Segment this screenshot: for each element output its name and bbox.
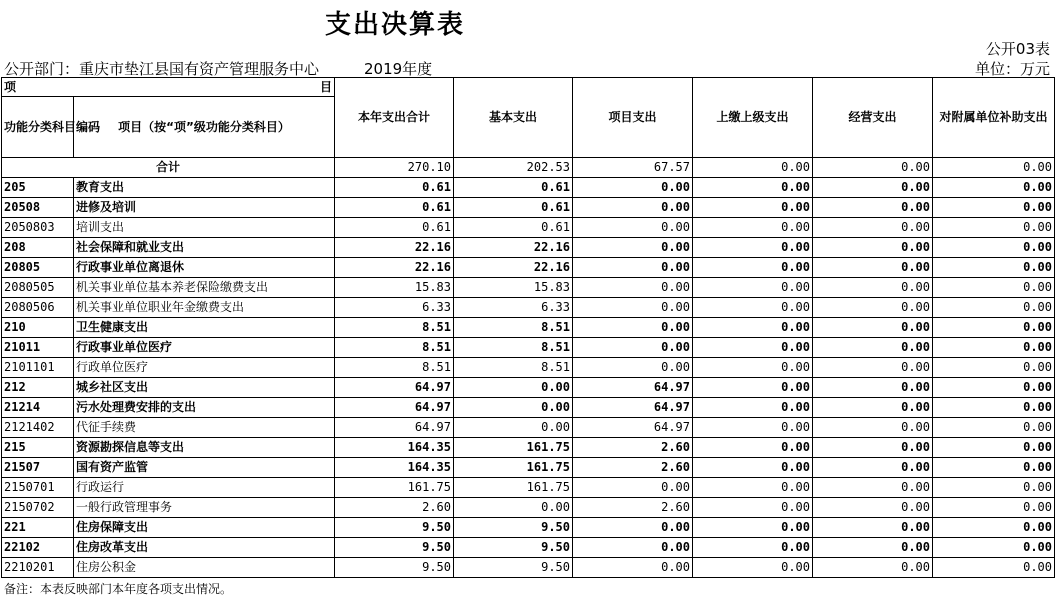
row-value-cell: 161.75 [454, 438, 573, 458]
row-value-cell: 22.16 [335, 258, 454, 278]
total-cell: 270.10 [335, 158, 454, 178]
row-value-cell: 0.00 [693, 458, 813, 478]
row-value-cell: 0.00 [813, 418, 933, 438]
form-number: 公开03表 [985, 40, 1050, 58]
row-item-name: 社会保障和就业支出 [74, 238, 335, 258]
row-item-name: 住房公积金 [74, 558, 335, 578]
row-value-cell: 0.00 [933, 198, 1055, 218]
row-value-cell: 64.97 [335, 378, 454, 398]
row-value-cell: 0.00 [933, 438, 1055, 458]
total-label: 合计 [2, 158, 335, 178]
row-code: 2080505 [2, 278, 74, 298]
row-value-cell: 0.00 [813, 398, 933, 418]
row-value-cell: 64.97 [573, 398, 693, 418]
col-header-total: 本年支出合计 [335, 78, 454, 158]
row-value-cell: 0.61 [454, 198, 573, 218]
row-value-cell: 0.00 [933, 318, 1055, 338]
table-row [2, 518, 1055, 538]
row-item-name: 资源勘探信息等支出 [74, 438, 335, 458]
row-value-cell: 0.00 [933, 258, 1055, 278]
row-item-name: 进修及培训 [74, 198, 335, 218]
row-value-cell: 0.00 [813, 258, 933, 278]
row-value-cell: 0.61 [454, 178, 573, 198]
row-value-cell: 2.60 [573, 498, 693, 518]
row-value-cell: 0.00 [573, 538, 693, 558]
unit-label: 单位：万元 [974, 60, 1050, 78]
row-value-cell: 0.00 [813, 538, 933, 558]
col-header-item: 项目（按“项”级功能分类科目） [74, 97, 335, 158]
row-value-cell: 0.00 [933, 478, 1055, 498]
department-label: 公开部门：重庆市垫江县国有资产管理服务中心 [4, 60, 320, 78]
row-item-name: 机关事业单位职业年金缴费支出 [74, 298, 335, 318]
row-item-name: 一般行政管理事务 [74, 498, 335, 518]
row-value-cell: 0.00 [933, 358, 1055, 378]
row-value-cell: 0.00 [573, 298, 693, 318]
row-item-name: 行政事业单位医疗 [74, 338, 335, 358]
row-item-name: 行政事业单位离退休 [74, 258, 335, 278]
row-value-cell: 9.50 [454, 518, 573, 538]
expenditure-table [1, 77, 1055, 578]
row-value-cell: 0.00 [933, 538, 1055, 558]
col-header-upper: 上缴上级支出 [693, 78, 813, 158]
row-item-name: 城乡社区支出 [74, 378, 335, 398]
col-header-subsidy: 对附属单位补助支出 [933, 78, 1055, 158]
row-value-cell: 0.00 [813, 518, 933, 538]
row-value-cell: 0.00 [933, 418, 1055, 438]
row-value-cell: 0.00 [933, 398, 1055, 418]
table-row [2, 338, 1055, 358]
table-row [2, 218, 1055, 238]
row-value-cell: 8.51 [454, 358, 573, 378]
row-code: 2101101 [2, 358, 74, 378]
table-row [2, 378, 1055, 398]
row-value-cell: 9.50 [335, 538, 454, 558]
header-row-top [2, 78, 1055, 97]
row-value-cell: 9.50 [335, 558, 454, 578]
row-value-cell: 15.83 [454, 278, 573, 298]
row-code: 21507 [2, 458, 74, 478]
row-code: 215 [2, 438, 74, 458]
row-item-name: 培训支出 [74, 218, 335, 238]
row-value-cell: 0.00 [693, 538, 813, 558]
table-row [2, 438, 1055, 458]
table-row [2, 458, 1055, 478]
table-row [2, 558, 1055, 578]
row-code: 20508 [2, 198, 74, 218]
row-item-name: 代征手续费 [74, 418, 335, 438]
row-value-cell: 0.00 [813, 558, 933, 578]
col-header-business: 经营支出 [813, 78, 933, 158]
row-value-cell: 0.61 [335, 218, 454, 238]
row-value-cell: 0.00 [933, 558, 1055, 578]
row-value-cell: 0.00 [454, 378, 573, 398]
row-value-cell: 8.51 [454, 318, 573, 338]
row-value-cell: 64.97 [573, 418, 693, 438]
row-value-cell: 0.00 [813, 298, 933, 318]
footnote: 备注：本表反映部门本年度各项支出情况。 [4, 582, 233, 596]
row-value-cell: 0.00 [693, 338, 813, 358]
total-cell: 67.57 [573, 158, 693, 178]
row-value-cell: 64.97 [335, 418, 454, 438]
row-value-cell: 0.00 [693, 278, 813, 298]
table-row [2, 178, 1055, 198]
row-value-cell: 6.33 [335, 298, 454, 318]
row-code: 2150702 [2, 498, 74, 518]
row-code: 2121402 [2, 418, 74, 438]
row-value-cell: 0.00 [573, 278, 693, 298]
row-value-cell: 0.00 [693, 298, 813, 318]
row-value-cell: 0.00 [573, 518, 693, 538]
row-value-cell: 2.60 [573, 458, 693, 478]
table-row [2, 398, 1055, 418]
row-value-cell: 8.51 [335, 358, 454, 378]
table-row [2, 358, 1055, 378]
row-code: 21011 [2, 338, 74, 358]
row-value-cell: 0.00 [454, 498, 573, 518]
row-code: 221 [2, 518, 74, 538]
row-code: 2080506 [2, 298, 74, 318]
row-item-name: 行政单位医疗 [74, 358, 335, 378]
xiang-mu-header [2, 78, 335, 97]
row-value-cell: 0.00 [813, 478, 933, 498]
total-cell: 0.00 [813, 158, 933, 178]
row-value-cell: 22.16 [454, 258, 573, 278]
row-value-cell: 0.00 [933, 498, 1055, 518]
row-value-cell: 9.50 [454, 558, 573, 578]
row-value-cell: 8.51 [454, 338, 573, 358]
row-code: 22102 [2, 538, 74, 558]
row-code: 20805 [2, 258, 74, 278]
row-value-cell: 9.50 [454, 538, 573, 558]
row-value-cell: 161.75 [335, 478, 454, 498]
row-value-cell: 164.35 [335, 438, 454, 458]
row-value-cell: 0.00 [693, 378, 813, 398]
row-code: 21214 [2, 398, 74, 418]
row-value-cell: 0.00 [573, 338, 693, 358]
row-code: 212 [2, 378, 74, 398]
row-value-cell: 15.83 [335, 278, 454, 298]
row-value-cell: 22.16 [454, 238, 573, 258]
row-item-name: 污水处理费安排的支出 [74, 398, 335, 418]
row-value-cell: 22.16 [335, 238, 454, 258]
row-item-name: 机关事业单位基本养老保险缴费支出 [74, 278, 335, 298]
col-header-project: 项目支出 [573, 78, 693, 158]
row-value-cell: 0.00 [813, 218, 933, 238]
row-value-cell: 64.97 [335, 398, 454, 418]
row-value-cell: 0.00 [573, 478, 693, 498]
row-value-cell: 0.00 [693, 438, 813, 458]
row-value-cell: 0.00 [813, 278, 933, 298]
row-code: 208 [2, 238, 74, 258]
row-value-cell: 0.00 [573, 258, 693, 278]
row-value-cell: 0.00 [813, 378, 933, 398]
row-value-cell: 0.00 [454, 418, 573, 438]
row-value-cell: 0.00 [693, 178, 813, 198]
row-value-cell: 0.00 [813, 338, 933, 358]
row-value-cell: 0.00 [813, 318, 933, 338]
row-value-cell: 0.00 [933, 178, 1055, 198]
table-row [2, 418, 1055, 438]
table-row [2, 198, 1055, 218]
row-value-cell: 0.00 [693, 418, 813, 438]
row-value-cell: 0.00 [573, 198, 693, 218]
row-value-cell: 0.00 [933, 278, 1055, 298]
mu-label: 目 [319, 80, 332, 94]
table-row [2, 318, 1055, 338]
row-value-cell: 0.00 [693, 238, 813, 258]
row-code: 210 [2, 318, 74, 338]
table-row [2, 498, 1055, 518]
row-item-name: 住房保障支出 [74, 518, 335, 538]
col-header-code: 功能分类科目编码 [2, 97, 74, 158]
row-value-cell: 6.33 [454, 298, 573, 318]
row-value-cell: 64.97 [573, 378, 693, 398]
row-value-cell: 0.00 [693, 318, 813, 338]
row-value-cell: 0.61 [454, 218, 573, 238]
row-code: 2150701 [2, 478, 74, 498]
row-value-cell: 0.00 [813, 458, 933, 478]
row-value-cell: 0.00 [933, 518, 1055, 538]
row-value-cell: 0.00 [573, 358, 693, 378]
row-item-name: 卫生健康支出 [74, 318, 335, 338]
row-value-cell: 0.00 [573, 178, 693, 198]
row-value-cell: 0.00 [933, 458, 1055, 478]
row-value-cell: 0.00 [693, 398, 813, 418]
total-cell: 0.00 [933, 158, 1055, 178]
row-value-cell: 0.00 [813, 358, 933, 378]
row-value-cell: 0.00 [813, 178, 933, 198]
row-value-cell: 0.00 [813, 498, 933, 518]
row-value-cell: 0.00 [693, 218, 813, 238]
row-code: 2210201 [2, 558, 74, 578]
page-title: 支出决算表 [324, 10, 465, 40]
row-value-cell: 8.51 [335, 338, 454, 358]
row-item-name: 教育支出 [74, 178, 335, 198]
total-row [2, 158, 1055, 178]
row-value-cell: 164.35 [335, 458, 454, 478]
row-value-cell: 0.00 [573, 558, 693, 578]
row-value-cell: 0.00 [693, 558, 813, 578]
row-value-cell: 0.00 [573, 238, 693, 258]
table-row [2, 478, 1055, 498]
row-code: 2050803 [2, 218, 74, 238]
row-value-cell: 0.00 [813, 198, 933, 218]
row-value-cell: 0.00 [693, 198, 813, 218]
row-value-cell: 0.00 [933, 238, 1055, 258]
table-row [2, 238, 1055, 258]
row-value-cell: 0.00 [933, 298, 1055, 318]
row-value-cell: 0.00 [933, 338, 1055, 358]
row-value-cell: 0.00 [813, 238, 933, 258]
row-value-cell: 0.61 [335, 198, 454, 218]
row-value-cell: 0.00 [573, 318, 693, 338]
row-value-cell: 2.60 [573, 438, 693, 458]
row-value-cell: 0.00 [693, 518, 813, 538]
row-value-cell: 0.00 [573, 218, 693, 238]
xiang-label: 项 [4, 80, 17, 94]
table-row [2, 258, 1055, 278]
row-item-name: 住房改革支出 [74, 538, 335, 558]
row-value-cell: 2.60 [335, 498, 454, 518]
row-code: 205 [2, 178, 74, 198]
row-value-cell: 0.00 [933, 378, 1055, 398]
row-value-cell: 0.00 [454, 398, 573, 418]
row-value-cell: 0.00 [813, 438, 933, 458]
year-label: 2019年度 [364, 60, 433, 78]
row-item-name: 行政运行 [74, 478, 335, 498]
row-value-cell: 161.75 [454, 478, 573, 498]
row-item-name: 国有资产监管 [74, 458, 335, 478]
row-value-cell: 0.00 [933, 218, 1055, 238]
table-row [2, 538, 1055, 558]
table-row [2, 298, 1055, 318]
row-value-cell: 0.00 [693, 478, 813, 498]
row-value-cell: 0.61 [335, 178, 454, 198]
row-value-cell: 0.00 [693, 498, 813, 518]
col-header-basic: 基本支出 [454, 78, 573, 158]
table-row [2, 278, 1055, 298]
row-value-cell: 9.50 [335, 518, 454, 538]
row-value-cell: 8.51 [335, 318, 454, 338]
total-cell: 0.00 [693, 158, 813, 178]
row-value-cell: 0.00 [693, 358, 813, 378]
row-value-cell: 161.75 [454, 458, 573, 478]
row-value-cell: 0.00 [693, 258, 813, 278]
total-cell: 202.53 [454, 158, 573, 178]
